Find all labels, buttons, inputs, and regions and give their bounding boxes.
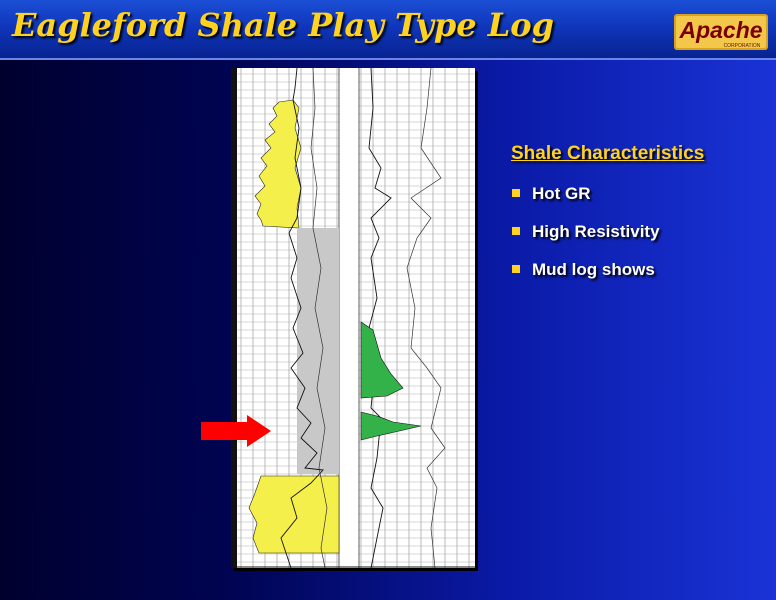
square-bullet-icon	[512, 189, 520, 197]
square-bullet-icon	[512, 265, 520, 273]
bullet-label: Hot GR	[532, 184, 591, 203]
apache-logo	[674, 14, 768, 50]
section-heading: Shale Characteristics	[511, 143, 705, 164]
bullet-item	[511, 222, 660, 260]
slide-title: Eagleford Shale Play Type Log	[12, 6, 554, 44]
bullet-item	[511, 260, 660, 298]
svg-text:Apache: Apache	[679, 17, 763, 43]
right-arrow-icon	[201, 415, 271, 447]
bullet-item	[511, 184, 660, 222]
title-bar	[0, 0, 776, 60]
characteristics-list	[511, 184, 660, 298]
well-log-graphic	[231, 68, 475, 568]
svg-text:CORPORATION: CORPORATION	[723, 43, 761, 49]
bullet-label: High Resistivity	[532, 222, 660, 241]
type-log-image	[231, 68, 475, 568]
bullet-label: Mud log shows	[532, 260, 655, 279]
square-bullet-icon	[512, 227, 520, 235]
